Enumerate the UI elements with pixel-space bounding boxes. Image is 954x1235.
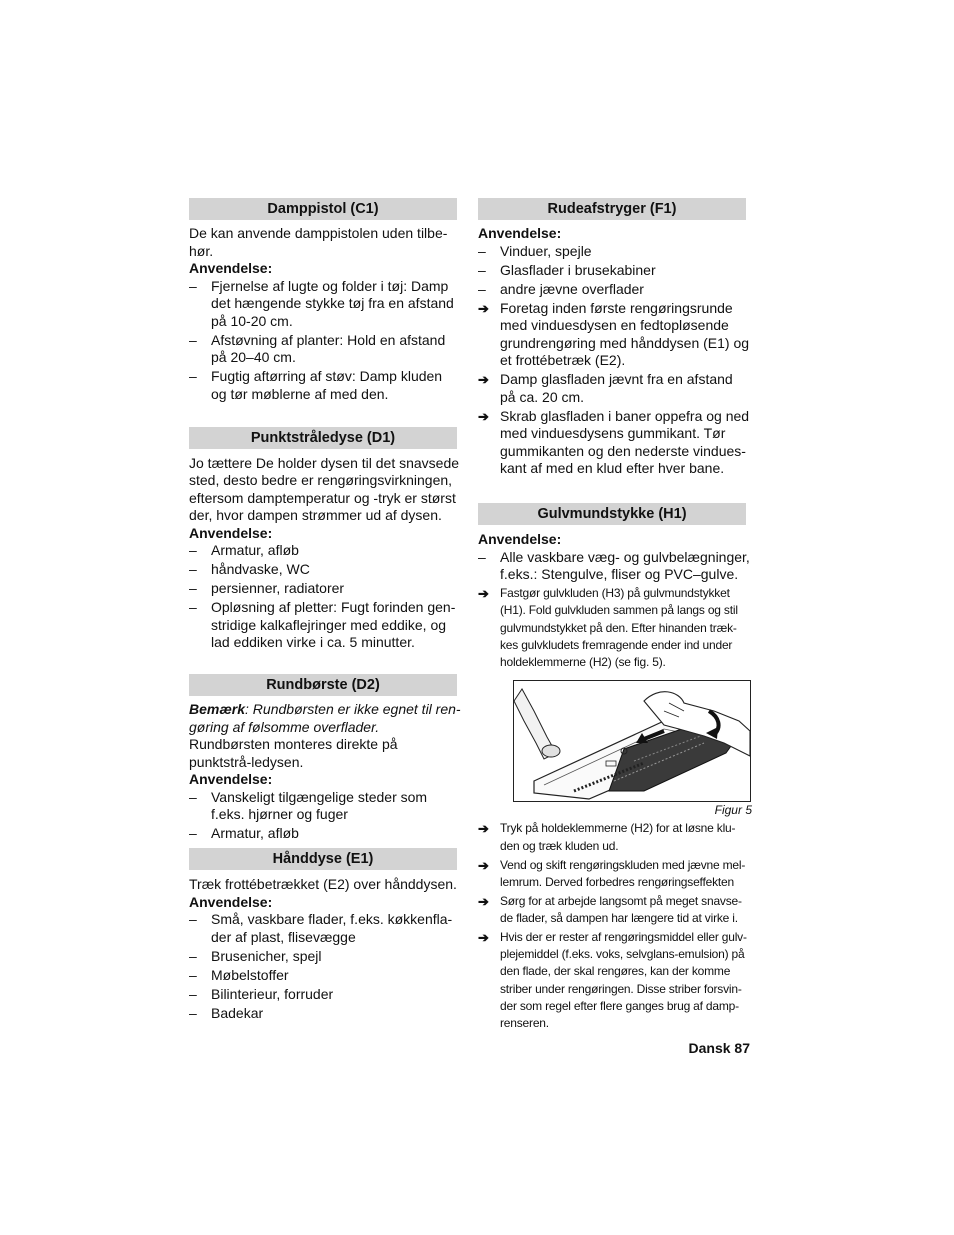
arrow-right-icon: ➔ (478, 372, 489, 387)
damppistol-usage-label: Anvendelse: (189, 260, 273, 276)
arrow-right-icon: ➔ (478, 857, 489, 873)
list-item: – Badekar (189, 1005, 461, 1023)
right-column (478, 198, 752, 1034)
arrow-right-icon: ➔ (478, 586, 489, 601)
step-item: ➔ Tryk på holdeklemmerne (H2) for at løsne klu-den og træk kluden ud. (478, 821, 736, 853)
rude-usage-list (478, 243, 752, 299)
step-item: ➔ Sørg for at arbejde langsomt på meget snavse-de flader, så dampen har længere tid at virke i. (478, 893, 742, 925)
arrow-right-icon: ➔ (478, 300, 489, 316)
list-item: – Opløsning af pletter: Fugt forinden gen-stridige kalkaflejringer med eddike, og lad eddiken virke i ca. 5 minutter. (189, 599, 461, 652)
list-item: – Fugtig aftørring af støv: Damp kluden og tør møblerne af med den. (189, 368, 461, 403)
list-item: – Små, vaskbare flader, f.eks. køkkenfla-der af plast, flisevægge (189, 911, 461, 946)
punkt-usage-list (189, 542, 461, 652)
rude-usage-label: Anvendelse: (478, 225, 562, 241)
step-item: ➔ Foretag inden første rengøringsrunde med vinduesdysen en fedtopløsende grundrengøring med hånddysen (E1) og et frottébetræk (E2). (478, 299, 750, 368)
punkt-usage-label: Anvendelse: (189, 524, 273, 541)
punkt-intro: Jo tættere De holder dysen til det snavsede sted, desto bedre er rengøringsvirkningen, eftersom damptemperatur og -tryk er størst der, hvor dampen strømmer ud af dysen. (189, 454, 460, 523)
list-item: – Møbelstoffer (189, 967, 461, 985)
list-item: – persienner, radiatorer (189, 580, 461, 598)
figure-caption: Figur 5 (714, 803, 752, 818)
arrow-right-icon: ➔ (478, 821, 489, 837)
list-item: – Armatur, afløb (189, 542, 461, 560)
arrow-right-icon: ➔ (478, 929, 489, 945)
section-heading-haanddyse: Hånddyse (E1) (189, 848, 457, 870)
section-heading-gulvmundstykke: Gulvmundstykke (H1) (478, 503, 746, 525)
rude-steps (478, 300, 752, 478)
list-item: – Brusenicher, spejl (189, 948, 461, 966)
note-text: : Rundbørsten er ikke egnet til ren-gøring af følsomme overflader. (189, 701, 461, 735)
list-item: – Alle vaskbare væg- og gulvbelægninger, f.eks.: Stengulve, fliser og PVC–gulve. (478, 549, 752, 584)
arrow-right-icon: ➔ (478, 893, 489, 909)
damppistol-intro: De kan anvende damppistolen uden tilbe-hør. (189, 225, 448, 259)
list-item: – Armatur, afløb (189, 825, 461, 843)
list-item: – Fjernelse af lugte og folder i tøj: Damp det hængende stykke tøj fra en afstand på 10-20 cm. (189, 278, 461, 331)
list-item: – Glasflader i brusekabiner (478, 262, 752, 280)
page-number: Dansk 87 (688, 1040, 750, 1056)
list-item: – andre jævne overflader (478, 281, 752, 299)
left-column (189, 198, 461, 1024)
list-item: – Afstøvning af planter: Hold en afstand på 20–40 cm. (189, 332, 461, 367)
section-heading-damppistol: Damppistol (C1) (189, 198, 457, 220)
step-item: ➔ Skrab glasfladen i baner oppefra og ned med vinduesdysens gummikant. Tør gummikanten og den nederste vindues-kant af med en klud efter hver bane. (478, 407, 750, 476)
gulv-steps (478, 820, 752, 1032)
haand-usage-list (189, 911, 461, 1022)
haand-intro: Træk frottébetrækket (E2) over hånddysen. (189, 876, 457, 892)
step-item: ➔ Hvis der er rester af rengøringsmiddel eller gulv-plejemiddel (f.eks. voks, selvglans-emulsion) på den flade, der skal rengøres, kan der komme striber under rengøringen. Disse striber forsvin-der som regel efter flere ganges brug af damp-renseren. (478, 929, 747, 1031)
list-item: – Bilinterieur, forruder (189, 986, 461, 1004)
rund-intro: Rundbørsten monteres direkte på punktstrå-ledysen. (189, 736, 398, 770)
list-item: – Vanskeligt tilgængelige steder som f.eks. hjørner og fuger (189, 789, 461, 824)
step-item: ➔ Vend og skift rengøringskluden med jævne mel-lemrum. Derved forbedres rengøringseffekten (478, 857, 746, 889)
list-item: – håndvaske, WC (189, 561, 461, 579)
list-item: – Vinduer, spejle (478, 243, 752, 261)
note-label: Bemærk (189, 701, 246, 717)
rund-usage-list (189, 789, 461, 843)
section-heading-punktstraaledyse: Punktstråledyse (D1) (189, 427, 457, 449)
step-item: ➔ Fastgør gulvkluden (H3) på gulvmundstykket (H1). Fold gulvkluden sammen på langs og stil gulvmundstykket på den. Efter hinanden træk-kes gulvkludets fremragende ender ind under holdeklemmerne (H2) (se fig. 5). (478, 586, 738, 670)
gulv-usage-label: Anvendelse: (478, 531, 562, 547)
arrow-right-icon: ➔ (478, 408, 489, 424)
damppistol-usage-list (189, 278, 461, 404)
section-heading-rundboerste: Rundbørste (D2) (189, 674, 457, 696)
figure-floor-nozzle-illustration (513, 680, 751, 802)
haand-usage-label: Anvendelse: (189, 893, 273, 910)
rund-usage-label: Anvendelse: (189, 771, 273, 787)
gulv-usage-list (478, 549, 752, 584)
step-item: ➔ Damp glasfladen jævnt fra en afstand på ca. 20 cm. (478, 371, 733, 405)
gulv-step-first (478, 585, 752, 671)
section-heading-rudeafstryger: Rudeafstryger (F1) (478, 198, 746, 220)
floor-nozzle-drawing (514, 681, 750, 801)
rund-note (189, 701, 461, 736)
